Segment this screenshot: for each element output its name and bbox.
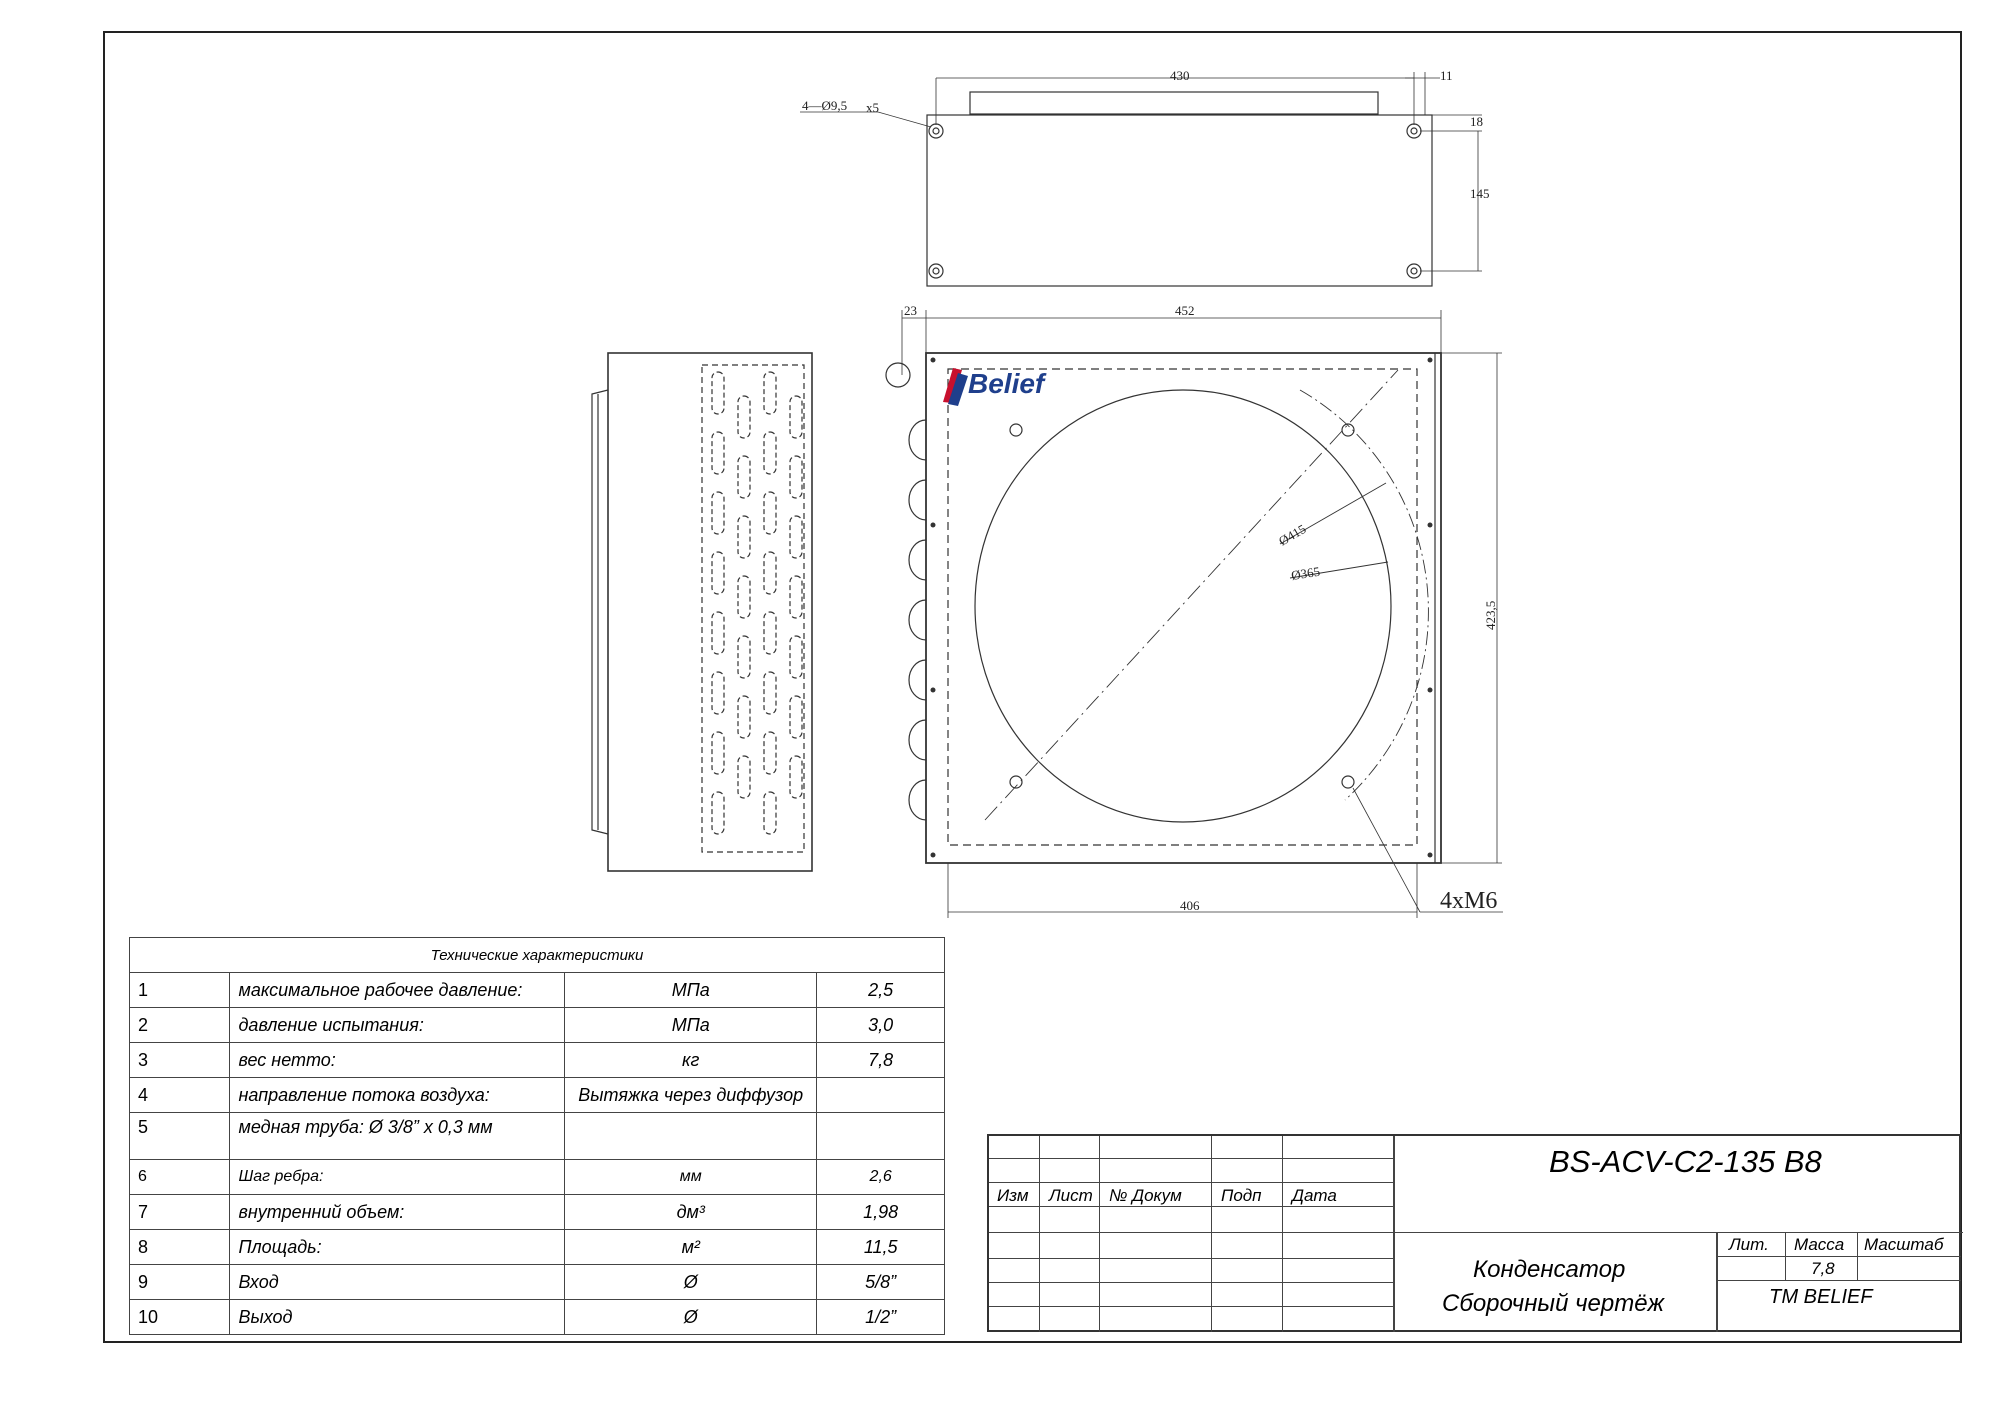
fin-slot <box>738 576 750 618</box>
col-dokum: № Докум <box>1109 1186 1182 1205</box>
fin-slot <box>764 372 776 414</box>
bolts-label: 4xM6 <box>1440 888 1498 914</box>
row-num: 4 <box>130 1078 230 1113</box>
fin-slot <box>738 636 750 678</box>
fin-slot <box>790 756 802 798</box>
row-unit: МПа <box>565 973 817 1008</box>
row-name: вес нетто: <box>230 1043 565 1078</box>
tube-bend <box>909 420 926 460</box>
dim-415: Ø415 <box>1276 521 1309 549</box>
dim-18: 18 <box>1470 114 1483 129</box>
fin-slot <box>764 432 776 474</box>
fin-slot <box>790 396 802 438</box>
table-row <box>130 1265 945 1300</box>
dim-23: 23 <box>904 303 917 318</box>
row-value: 5/8” <box>817 1265 945 1300</box>
table-row <box>130 1043 945 1078</box>
row-num: 1 <box>130 973 230 1008</box>
fin-slot <box>712 672 724 714</box>
doc-name-line2: Сборочный чертёж <box>1442 1290 1665 1317</box>
doc-name-line1: Конденсатор <box>1473 1256 1626 1283</box>
fin-slot <box>712 612 724 654</box>
row-unit <box>565 1113 817 1160</box>
specs-title: Технические характеристики <box>130 938 945 973</box>
mass-value: 7,8 <box>1811 1259 1835 1278</box>
rivet-dot <box>931 523 936 528</box>
row-num: 10 <box>130 1300 230 1335</box>
table-row <box>130 1008 945 1043</box>
row-name: давление испытания: <box>230 1008 565 1043</box>
fin-slot <box>790 456 802 498</box>
row-name: Площадь: <box>230 1230 565 1265</box>
row-value: 1/2” <box>817 1300 945 1335</box>
fin-slot <box>712 432 724 474</box>
fin-slot <box>790 516 802 558</box>
row-num: 2 <box>130 1008 230 1043</box>
lit-label: Лит. <box>1729 1235 1769 1254</box>
table-row <box>130 1230 945 1265</box>
row-unit: Ø <box>565 1300 817 1335</box>
scale-label: Масштаб <box>1864 1235 1944 1254</box>
row-unit: м² <box>565 1230 817 1265</box>
fin-slot <box>764 492 776 534</box>
table-row <box>130 1078 945 1113</box>
fin-slot <box>764 732 776 774</box>
row-value: 7,8 <box>817 1043 945 1078</box>
top-view <box>800 72 1482 286</box>
rivet-dot <box>931 688 936 693</box>
table-row <box>130 973 945 1008</box>
row-name: максимальное рабочее давление: <box>230 973 565 1008</box>
row-unit: кг <box>565 1043 817 1078</box>
fin-slot <box>790 636 802 678</box>
fin-slot <box>712 792 724 834</box>
col-izm: Изм <box>997 1186 1029 1205</box>
row-value: 2,6 <box>817 1160 945 1195</box>
company-name: ТМ BELIEF <box>1769 1286 1873 1308</box>
specs-table <box>129 937 945 1335</box>
mass-label: Масса <box>1794 1235 1845 1254</box>
title-block <box>987 1134 1961 1332</box>
row-unit: МПа <box>565 1008 817 1043</box>
rivet-dot <box>931 358 936 363</box>
dim-406: 406 <box>1180 898 1200 913</box>
tube-bend <box>909 720 926 760</box>
fin-slot <box>790 696 802 738</box>
rivet-dot <box>931 853 936 858</box>
model-name: BS-ACV-C2-135 B8 <box>1549 1144 1822 1179</box>
rivet-dot <box>1428 523 1433 528</box>
fin-slot <box>738 396 750 438</box>
row-num: 7 <box>130 1195 230 1230</box>
fin-slot <box>712 492 724 534</box>
row-name: направление потока воздуха: <box>230 1078 565 1113</box>
row-num: 3 <box>130 1043 230 1078</box>
fin-slot <box>764 792 776 834</box>
dim-365: Ø365 <box>1290 563 1322 583</box>
col-podp: Подп <box>1221 1186 1262 1205</box>
fin-slot <box>764 672 776 714</box>
table-row <box>130 1300 945 1335</box>
tube-bend <box>909 480 926 520</box>
row-value <box>817 1113 945 1160</box>
fin-slot <box>738 456 750 498</box>
fin-slot <box>738 516 750 558</box>
dim-11: 11 <box>1440 68 1453 83</box>
row-value: 3,0 <box>817 1008 945 1043</box>
row-name: внутренний объем: <box>230 1195 565 1230</box>
side-view <box>592 353 812 871</box>
fin-slot <box>790 576 802 618</box>
tube-bend <box>909 540 926 580</box>
rivet-dot <box>1428 358 1433 363</box>
table-row <box>130 1160 945 1195</box>
belief-logo <box>943 368 1047 406</box>
row-num: 9 <box>130 1265 230 1300</box>
fin-slot <box>738 696 750 738</box>
row-name: медная труба: Ø 3/8” х 0,3 мм <box>230 1113 565 1160</box>
fin-slot <box>712 552 724 594</box>
dim-423: 423,5 <box>1483 600 1498 630</box>
fin-slot <box>738 756 750 798</box>
fin-slot <box>764 612 776 654</box>
dim-452: 452 <box>1175 303 1195 318</box>
row-unit: Вытяжка через диффузор <box>565 1078 817 1113</box>
tube-bend <box>909 780 926 820</box>
row-unit: дм³ <box>565 1195 817 1230</box>
front-view <box>886 310 1503 918</box>
row-value: 1,98 <box>817 1195 945 1230</box>
rivet-dot <box>1428 688 1433 693</box>
col-list: Лист <box>1049 1186 1093 1205</box>
row-name: Выход <box>230 1300 565 1335</box>
dim-430: 430 <box>1170 68 1190 83</box>
table-row <box>130 1113 945 1160</box>
fin-slot <box>764 552 776 594</box>
row-num: 6 <box>130 1160 230 1195</box>
fin-slot <box>712 732 724 774</box>
rivet-dot <box>1428 853 1433 858</box>
row-num: 8 <box>130 1230 230 1265</box>
row-name: Шаг ребра: <box>230 1160 565 1195</box>
holes-sub: x5 <box>866 100 879 115</box>
row-value: 11,5 <box>817 1230 945 1265</box>
fin-slot <box>712 372 724 414</box>
table-row <box>130 1195 945 1230</box>
row-num: 5 <box>130 1113 230 1160</box>
tube-bend <box>909 600 926 640</box>
tube-bend <box>909 660 926 700</box>
row-unit: мм <box>565 1160 817 1195</box>
row-value: 2,5 <box>817 973 945 1008</box>
logo-text: Belief <box>968 368 1045 399</box>
dim-145: 145 <box>1470 186 1490 201</box>
row-value <box>817 1078 945 1113</box>
row-name: Вход <box>230 1265 565 1300</box>
col-data: Дата <box>1292 1186 1337 1205</box>
row-unit: Ø <box>565 1265 817 1300</box>
holes-label: 4—Ø9,5 <box>802 98 848 113</box>
